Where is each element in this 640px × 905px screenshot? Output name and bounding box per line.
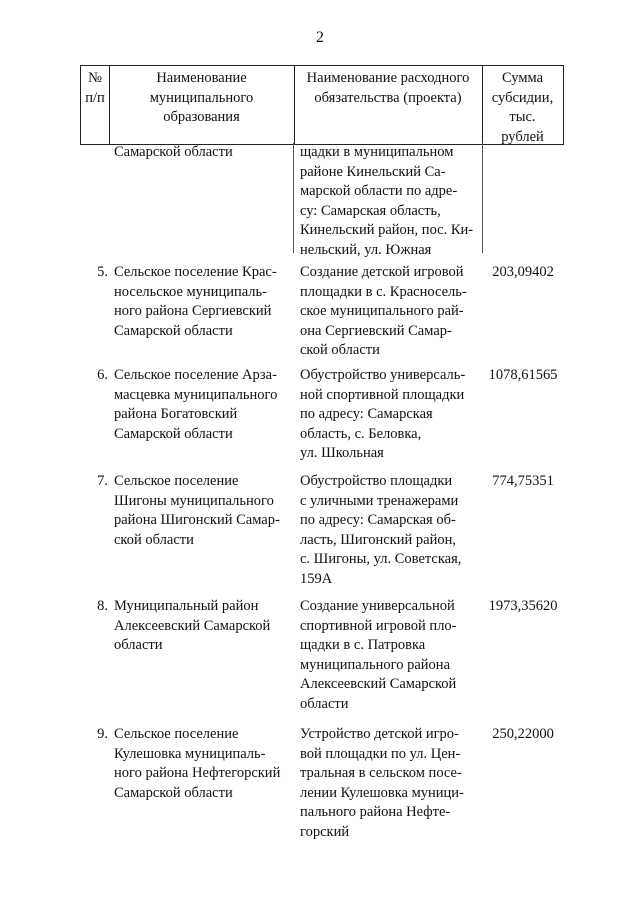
table-header — [80, 65, 564, 145]
municipality-name: Сельское поселение Шигоны муниципального района Шигонский Самар- ской области — [114, 473, 280, 548]
municipality-name: Сельское поселение Арза- масцевка муниципального района Богатовский Самарской области — [114, 367, 278, 442]
obligation-text: щадки в муниципальном районе Кинельский Са- марской области по адре- су: Самарская область, Кинельский район, пос. Ки- нельский, ул. Южная — [300, 144, 474, 258]
subsidy-sum: 250,22000 — [492, 726, 554, 742]
header-number: № п/п — [85, 70, 105, 106]
row-number: 8. — [97, 598, 108, 614]
row-number: 9. — [97, 726, 108, 742]
municipality-name: Муниципальный район Алексеевский Самарской области — [114, 598, 271, 653]
row-number: 6. — [97, 367, 108, 383]
municipality-name: Самарской области — [114, 144, 233, 160]
subsidy-sum: 774,75351 — [492, 473, 554, 489]
row-number: 5. — [97, 264, 108, 280]
column-divider — [293, 143, 294, 253]
municipality-name: Сельское поселение Кулешовка муниципаль- ного района Нефтегорский Самарской области — [114, 726, 281, 801]
subsidy-sum: 1078,61565 — [488, 367, 558, 383]
municipality-name: Сельское поселение Крас- носельское муниципаль- ного района Сергиевский Самарской области — [114, 264, 277, 339]
subsidy-sum: 203,09402 — [492, 264, 554, 280]
header-municipality: Наименование муниципального образования — [149, 70, 254, 125]
header-sum: Сумма субсидии, тыс. рублей — [491, 70, 554, 145]
obligation-text: Создание детской игровой площадки в с. Красносель- ское муниципального рай- она Сергиевский Самар- ской области — [300, 264, 467, 358]
obligation-text: Обустройство универсаль- ной спортивной площадки по адресу: Самарская область, с. Беловка, ул. Школьная — [300, 367, 466, 461]
page-number: 2 — [316, 29, 324, 46]
row-number: 7. — [97, 473, 108, 489]
obligation-text: Устройство детской игро- вой площадки по ул. Цен- тральная в сельском посе- лении Кулешовка муници- пального района Нефте- горский — [300, 726, 464, 840]
column-divider — [482, 143, 483, 253]
subsidy-sum: 1973,35620 — [488, 598, 558, 614]
obligation-text: Создание универсальной спортивной игровой пло- щадки в с. Патровка муниципального района Алексеевский Самарской области — [300, 598, 457, 712]
header-obligation: Наименование расходного обязательства (проекта) — [306, 70, 470, 106]
obligation-text: Обустройство площадки с уличными тренажерами по адресу: Самарская об- ласть, Шигонский район, с. Шигоны, ул. Советская, 159А — [300, 473, 462, 587]
